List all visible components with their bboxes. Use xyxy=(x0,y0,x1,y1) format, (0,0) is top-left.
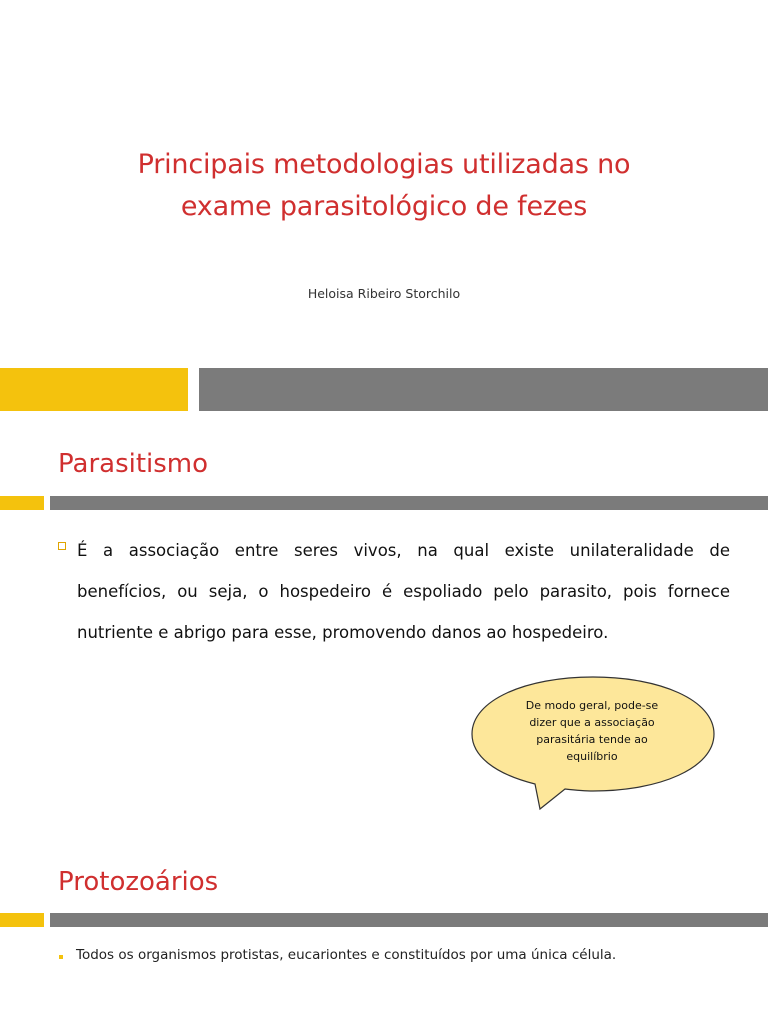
bullet-marker-small-square xyxy=(59,955,63,959)
bullet-line-1: É a associação entre seres vivos, na qual existe unilateralidade de xyxy=(77,541,730,560)
bullet-parasitismo-definition xyxy=(77,530,730,653)
callout-line-4: equilíbrio xyxy=(566,750,618,763)
callout-text xyxy=(505,697,679,765)
title-line-2: exame parasitológico de fezes xyxy=(180,191,588,222)
heading-underline-yellow xyxy=(0,496,44,510)
heading-underline-gray xyxy=(50,496,768,510)
callout-line-3: parasitária tende ao xyxy=(536,733,648,746)
bullet-marker-hollow-square xyxy=(58,542,66,550)
heading-underline-gray-2 xyxy=(50,913,768,927)
heading-parasitismo: Parasitismo xyxy=(58,449,209,479)
callout-line-1: De modo geral, pode-se xyxy=(525,699,659,712)
callout-line-2: dizer que a associação xyxy=(529,716,655,729)
bullet-protozoarios-definition: Todos os organismos protistas, eucariontes e constituídos por uma única célula. xyxy=(76,947,617,963)
heading-underline-yellow-2 xyxy=(0,913,44,927)
title-line-1: Principais metodologias utilizadas no xyxy=(137,149,631,180)
title-accent-bar-yellow xyxy=(0,368,188,411)
heading-protozoarios: Protozoários xyxy=(58,867,219,897)
bullet-line-2: benefícios, ou seja, o hospedeiro é espoliado pelo parasito, pois fornece xyxy=(77,582,730,601)
title-accent-bar-gray xyxy=(199,368,768,411)
bullet-line-3: nutriente e abrigo para esse, promovendo danos ao hospedeiro. xyxy=(77,623,609,642)
author-name: Heloisa Ribeiro Storchilo xyxy=(307,286,461,301)
